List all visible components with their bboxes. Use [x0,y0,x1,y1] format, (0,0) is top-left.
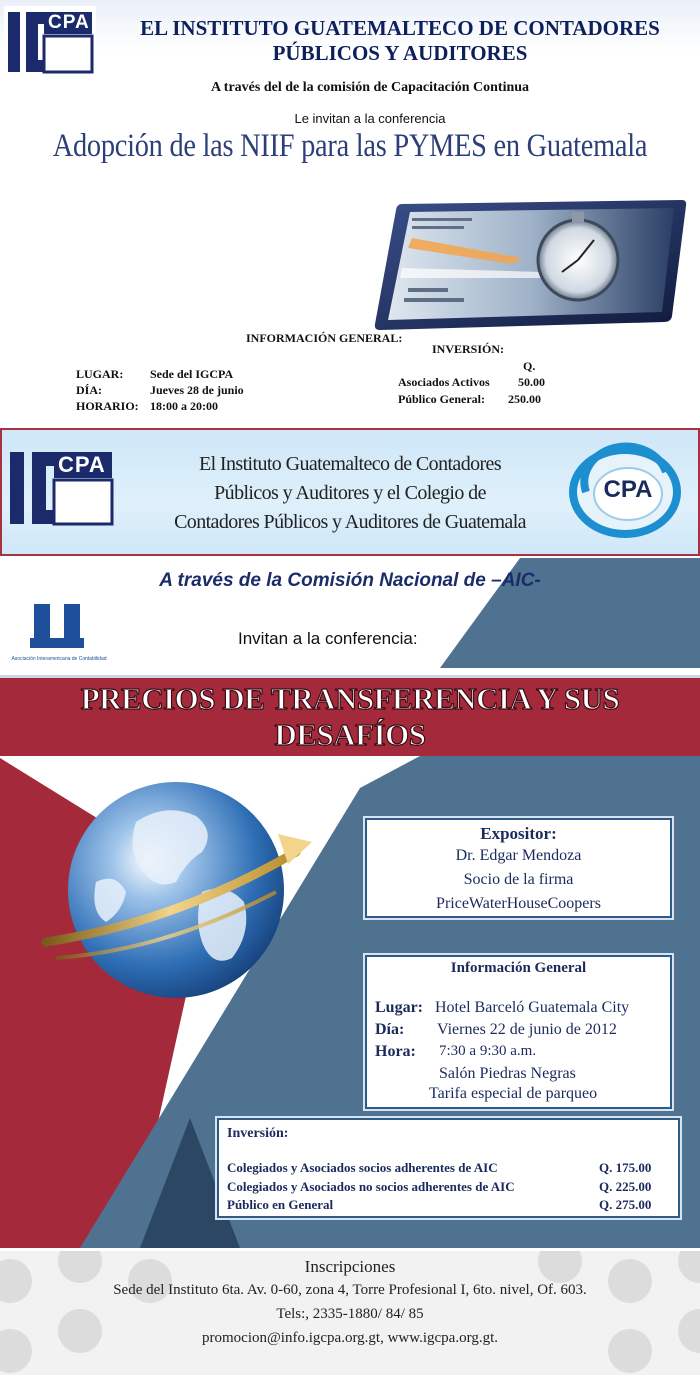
parking-value: Tarifa especial de parqueo [429,1085,598,1102]
hour-value: 7:30 a 9:30 a.m. [439,1043,537,1059]
conference-title-banner [0,675,700,756]
investment-row: Colegiados y Asociados socios adherentes de AIC [227,1160,498,1175]
commission-line: A través del de la comisión de Capacitación Continua [210,80,530,95]
room-value: Salón Piedras Negras [439,1065,576,1082]
registration-phones: Tels:, 2335-1880/ 84/ 85 [276,1306,424,1322]
speaker-role: Socio de la firma [463,871,574,888]
time-label: HORARIO: [76,399,139,413]
registration-address: Sede del Instituto 6ta. Av. 0-60, zona 4, Torre Profesional I, 6to. nivel, Of. 603. [113,1282,587,1298]
conference-title: Adopción de las NIIF para las PYMES en Guatemala [52,128,648,164]
joint-text-line1: El Instituto Guatemalteco de Contadores [198,453,502,475]
time-value: 18:00 a 20:00 [150,399,218,413]
venue-value: Hotel Barceló Guatemala City [435,999,630,1016]
aic-logo-caption: Asociación Interamericana de Contabilidad [11,656,107,662]
speaker-heading: Expositor: [480,824,557,843]
day-value: Jueves 28 de junio [150,383,244,397]
registration-footer [0,1251,700,1375]
speaker-name: Dr. Edgar Mendoza [455,847,582,864]
banner-title-line2: DESAFÍOS [274,717,426,752]
speaker-firm: PriceWaterHouseCoopers [436,895,601,912]
cpa-seal-logo [566,442,684,542]
conference-flyer-niif [0,0,700,425]
members-price: 50.00 [518,375,545,389]
globe-image [26,772,326,1022]
investment-row: Público en General [227,1197,334,1212]
joint-institutions-header [0,428,700,556]
institute-name-line1: EL INSTITUTO GUATEMALTECO DE CONTADORES [140,16,660,40]
joint-text-line3: Contadores Públicos y Auditores de Guatemala [174,511,526,533]
investment-box [217,1118,680,1218]
general-info-heading: Información General [450,960,587,976]
banner-title [20,681,680,753]
cpa-seal-text: CPA [603,476,653,503]
registration-heading: Inscripciones [304,1257,396,1276]
calculator-stopwatch-image [372,198,688,338]
general-info-box [365,955,672,1109]
igcpa-logo-text: CPA [48,12,90,33]
joint-institutions-text [110,450,590,537]
investment-price: Q. 225.00 [599,1179,652,1194]
day-label: DÍA: [76,383,102,397]
info-heading: INFORMACIÓN GENERAL: [246,331,403,345]
conference-flyer-transfer-pricing [0,558,700,1375]
institute-name-line2: PÚBLICOS Y AUDITORES [272,41,528,65]
members-price-label: Asociados Activos [398,375,490,389]
speaker-box [365,818,672,918]
currency-label: Q. [523,359,536,373]
investment-row: Colegiados y Asociados no socios adherentes de AIC [227,1179,515,1194]
igcpa-logo-2-text: CPA [58,452,106,477]
banner-title-line1: PRECIOS DE TRANSFERENCIA Y SUS [80,681,620,716]
public-price: 250.00 [508,392,541,406]
investment-price: Q. 175.00 [599,1160,652,1175]
aic-logo [8,602,110,668]
aic-commission-line: A través de la Comisión Nacional de –AIC- [159,570,541,591]
hour-label: Hora: [375,1043,416,1060]
invitation-line-2: Invitan a la conferencia: [238,629,418,648]
place-label: LUGAR: [76,367,124,381]
public-price-label: Público General: [398,392,485,406]
investment-price: Q. 275.00 [599,1197,652,1212]
venue-label: Lugar: [375,999,423,1016]
registration-contact: promocion@info.igcpa.org.gt, www.igcpa.org.gt. [202,1330,498,1346]
invitation-line: Le invitan a la conferencia [294,111,446,126]
date-value: Viernes 22 de junio de 2012 [437,1021,617,1038]
institute-name [110,16,690,66]
joint-text-line2: Públicos y Auditores y el Colegio de [214,482,486,504]
date-label: Día: [375,1021,405,1038]
investment-heading-2: Inversión: [227,1126,289,1141]
investment-heading: INVERSIÓN: [432,342,505,356]
igcpa-logo [4,6,96,78]
igcpa-logo-2 [6,446,116,530]
place-value: Sede del IGCPA [150,367,234,381]
